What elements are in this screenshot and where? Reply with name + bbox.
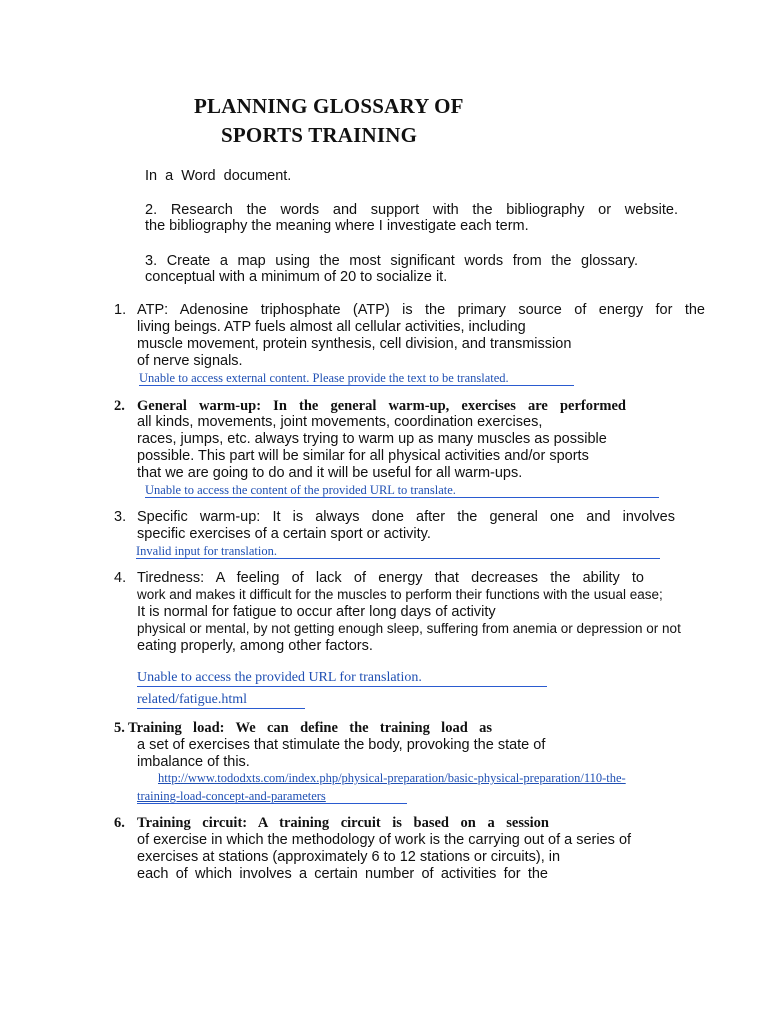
item-number: 3. <box>114 509 127 525</box>
circuit-line-4-text: each of which involves a certain number of activities for the <box>137 866 548 882</box>
atp-link-underline <box>139 385 574 386</box>
tiredness-link-cont-underline <box>137 708 305 709</box>
general-line-5: that we are going to do and it will be useful for all warm-ups. <box>137 465 523 481</box>
tiredness-link-underline <box>137 686 547 687</box>
atp-line-1-text: ATP: Adenosine triphosphate (ATP) is the primary source of energy for the <box>137 302 705 318</box>
item-number: 4. <box>114 570 127 586</box>
load-reference-url-cont[interactable]: training-load-concept-and-parameters <box>137 789 326 803</box>
circuit-line-1-text: Training circuit: A training circuit is based on a session <box>137 815 549 831</box>
load-link-underline <box>137 803 407 804</box>
load-reference-url[interactable]: http://www.tododxts.com/index.php/physical-preparation/basic-physical-preparation/110-the- <box>158 771 626 785</box>
page-title-line-2: SPORTS TRAINING <box>221 123 418 147</box>
intro-step-3-text: 3. Create a map using the most significant words from the glossary. <box>145 253 638 269</box>
circuit-line-1 <box>137 815 549 832</box>
general-link-underline <box>145 497 659 498</box>
intro-step-3-line-1 <box>145 253 638 269</box>
intro-step-2-line-2: the bibliography the meaning where I investigate each term. <box>145 218 529 234</box>
atp-line-4: of nerve signals. <box>137 353 243 369</box>
general-line-4: possible. This part will be similar for all physical activities and/or sports <box>137 448 589 464</box>
load-line-1-text: Training load: We can define the training load as <box>128 720 492 736</box>
general-line-1 <box>137 398 626 415</box>
intro-line: In a Word document. <box>145 168 292 184</box>
general-reference-link[interactable]: Unable to access the content of the provided URL to translate. <box>145 483 456 497</box>
tiredness-line-2: work and makes it difficult for the muscles to perform their functions with the usual ease; <box>137 587 663 602</box>
item-number: 1. <box>114 302 127 318</box>
intro-step-2-line-1 <box>145 202 678 218</box>
item-number: 6. <box>114 815 125 831</box>
tiredness-line-1 <box>137 570 644 586</box>
general-line-3: races, jumps, etc. always trying to warm up as many muscles as possible <box>137 431 607 447</box>
specific-link-underline <box>136 558 660 559</box>
specific-reference-link[interactable]: Invalid input for translation. <box>136 544 277 558</box>
atp-line-1 <box>137 302 705 318</box>
load-line-1 <box>128 720 492 737</box>
atp-line-3: muscle movement, protein synthesis, cell division, and transmission <box>137 336 572 352</box>
load-line-2: a set of exercises that stimulate the body, provoking the state of <box>137 737 546 753</box>
atp-reference-link[interactable]: Unable to access external content. Please provide the text to be translated. <box>139 371 509 385</box>
load-line-3: imbalance of this. <box>137 754 250 770</box>
circuit-line-2: of exercise in which the methodology of work is the carrying out of a series of <box>137 832 632 848</box>
general-line-1-text: General warm-up: In the general warm-up, exercises are performed <box>137 398 626 414</box>
tiredness-line-4: physical or mental, by not getting enough sleep, suffering from anemia or depression or not <box>137 621 681 636</box>
circuit-line-4 <box>137 866 548 882</box>
specific-line-1 <box>137 509 675 525</box>
general-line-2: all kinds, movements, joint movements, coordination exercises, <box>137 414 543 430</box>
specific-line-2: specific exercises of a certain sport or activity. <box>137 526 431 542</box>
atp-line-2: living beings. ATP fuels almost all cellular activities, including <box>137 319 526 335</box>
tiredness-reference-link[interactable]: Unable to access the provided URL for translation. <box>137 670 422 685</box>
tiredness-reference-link-cont[interactable]: related/fatigue.html <box>137 692 248 707</box>
item-number: 5. <box>114 720 125 736</box>
item-number: 2. <box>114 398 125 414</box>
tiredness-line-1-text: Tiredness: A feeling of lack of energy that decreases the ability to <box>137 570 644 586</box>
intro-step-2-text: 2. Research the words and support with the bibliography or website. <box>145 202 678 218</box>
specific-line-1-text: Specific warm-up: It is always done after the general one and involves <box>137 509 675 525</box>
circuit-line-3: exercises at stations (approximately 6 to 12 stations or circuits), in <box>137 849 561 865</box>
tiredness-line-5: eating properly, among other factors. <box>137 638 373 654</box>
intro-step-3-line-2: conceptual with a minimum of 20 to socialize it. <box>145 269 448 285</box>
page-title-line-1: PLANNING GLOSSARY OF <box>194 94 464 118</box>
tiredness-line-3: It is normal for fatigue to occur after long days of activity <box>137 604 496 620</box>
